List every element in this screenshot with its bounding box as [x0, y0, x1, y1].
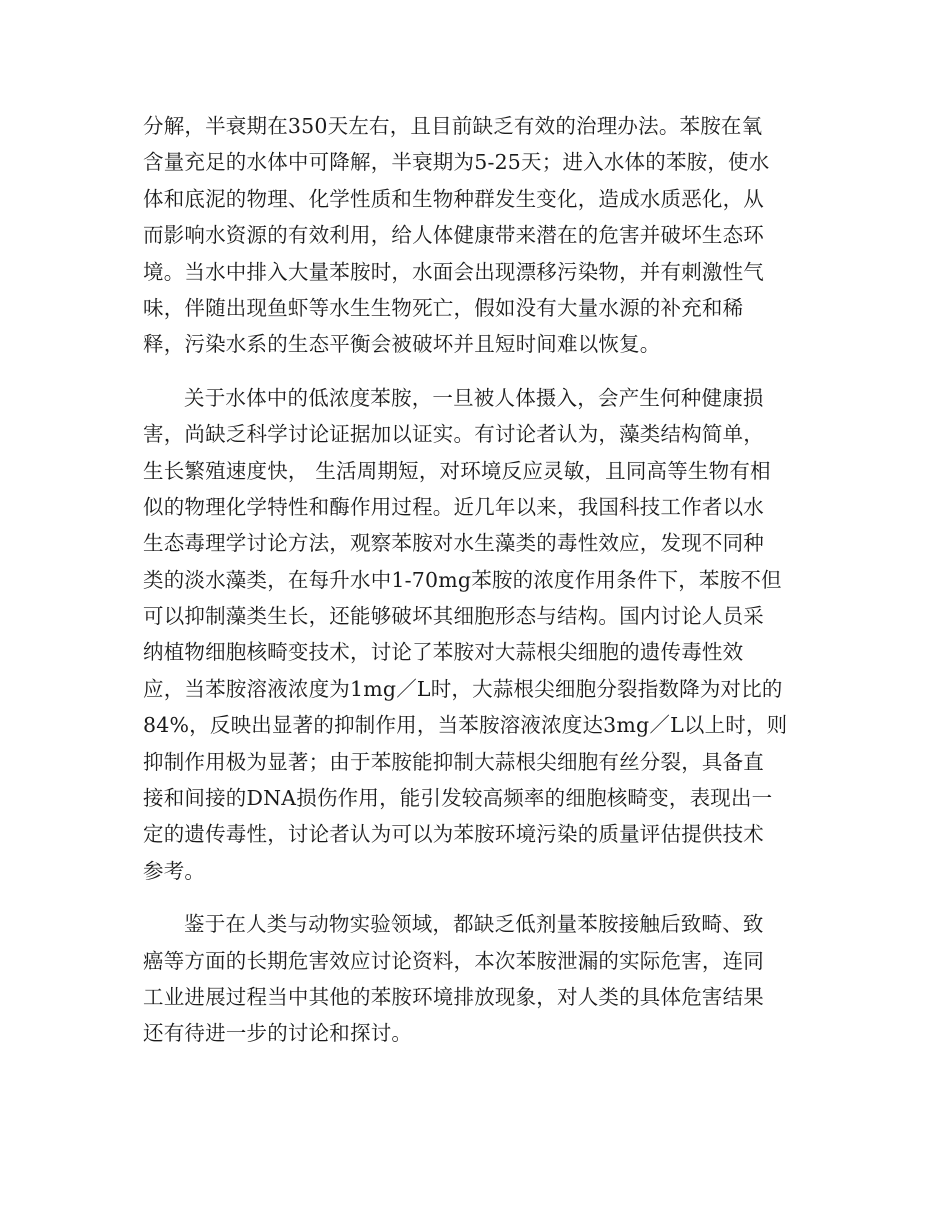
text-line: 体和底泥的物理、化学性质和生物种群发生变化，造成水质恶化，从	[143, 186, 764, 211]
text-line: 应，当苯胺溶液浓度为1mg／L时，大蒜根尖细胞分裂指数降为对比的	[143, 676, 783, 701]
text-line: 纳植物细胞核畸变技术，讨论了苯胺对大蒜根尖细胞的遗传毒性效	[143, 640, 744, 665]
text-line: 关于水体中的低浓度苯胺，一旦被人体摄入，会产生何种健康损	[184, 385, 764, 410]
text-line: 似的物理化学特性和酶作用过程。近几年以来，我国科技工作者以水	[143, 494, 764, 519]
text-line: 释，污染水系的生态平衡会被破坏并且短时间难以恢复。	[143, 332, 661, 357]
text-line: 类的淡水藻类，在每升水中1-70mg苯胺的浓度作用条件下，苯胺不但	[143, 567, 782, 592]
text-line: 生长繁殖速度快， 生活周期短，对环境反应灵敏，且同高等生物有相	[143, 458, 771, 483]
text-line: 定的遗传毒性，讨论者认为可以为苯胺环境污染的质量评估提供技术	[143, 822, 764, 847]
text-line: 境。当水中排入大量苯胺时，水面会出现漂移污染物，并有刺激性气	[143, 259, 764, 284]
text-line: 可以抑制藻类生长，还能够破坏其细胞形态与结构。国内讨论人员采	[143, 604, 764, 629]
text-line: 工业进展过程当中其他的苯胺环境排放现象，对人类的具体危害结果	[143, 984, 764, 1009]
text-line: 分解，半衰期在350天左右，且目前缺乏有效的治理办法。苯胺在氧	[143, 114, 763, 138]
paragraph-3	[143, 906, 808, 1052]
text-line: 味，伴随出现鱼虾等水生生物死亡，假如没有大量水源的补充和稀	[143, 295, 744, 320]
text-line: 癌等方面的长期危害效应讨论资料，本次苯胺泄漏的实际危害，连同	[143, 948, 764, 973]
paragraph-1	[143, 108, 808, 363]
text-line: 84%，反映出显著的抑制作用，当苯胺溶液浓度达3mg／L以上时，则	[143, 713, 788, 738]
document-body	[143, 108, 808, 1069]
text-line: 而影响水资源的有效利用，给人体健康带来潜在的危害并破坏生态环	[143, 223, 764, 248]
paragraph-2	[143, 380, 808, 889]
text-line: 还有待进一步的讨论和探讨。	[143, 1021, 413, 1046]
text-line: 参考。	[143, 858, 206, 883]
text-line: 含量充足的水体中可降解，半衰期为5-25天；进入水体的苯胺，使水	[143, 150, 770, 175]
text-line: 鉴于在人类与动物实验领域，都缺乏低剂量苯胺接触后致畸、致	[184, 912, 764, 937]
text-line: 接和间接的DNA损伤作用，能引发较高频率的细胞核畸变，表现出一	[143, 786, 773, 811]
text-line: 抑制作用极为显著；由于苯胺能抑制大蒜根尖细胞有丝分裂，具备直	[143, 749, 764, 774]
text-line: 害，尚缺乏科学讨论证据加以证实。有讨论者认为，藻类结构简单，	[143, 422, 764, 447]
text-line: 生态毒理学讨论方法，观察苯胺对水生藻类的毒性效应，发现不同种	[143, 531, 764, 556]
